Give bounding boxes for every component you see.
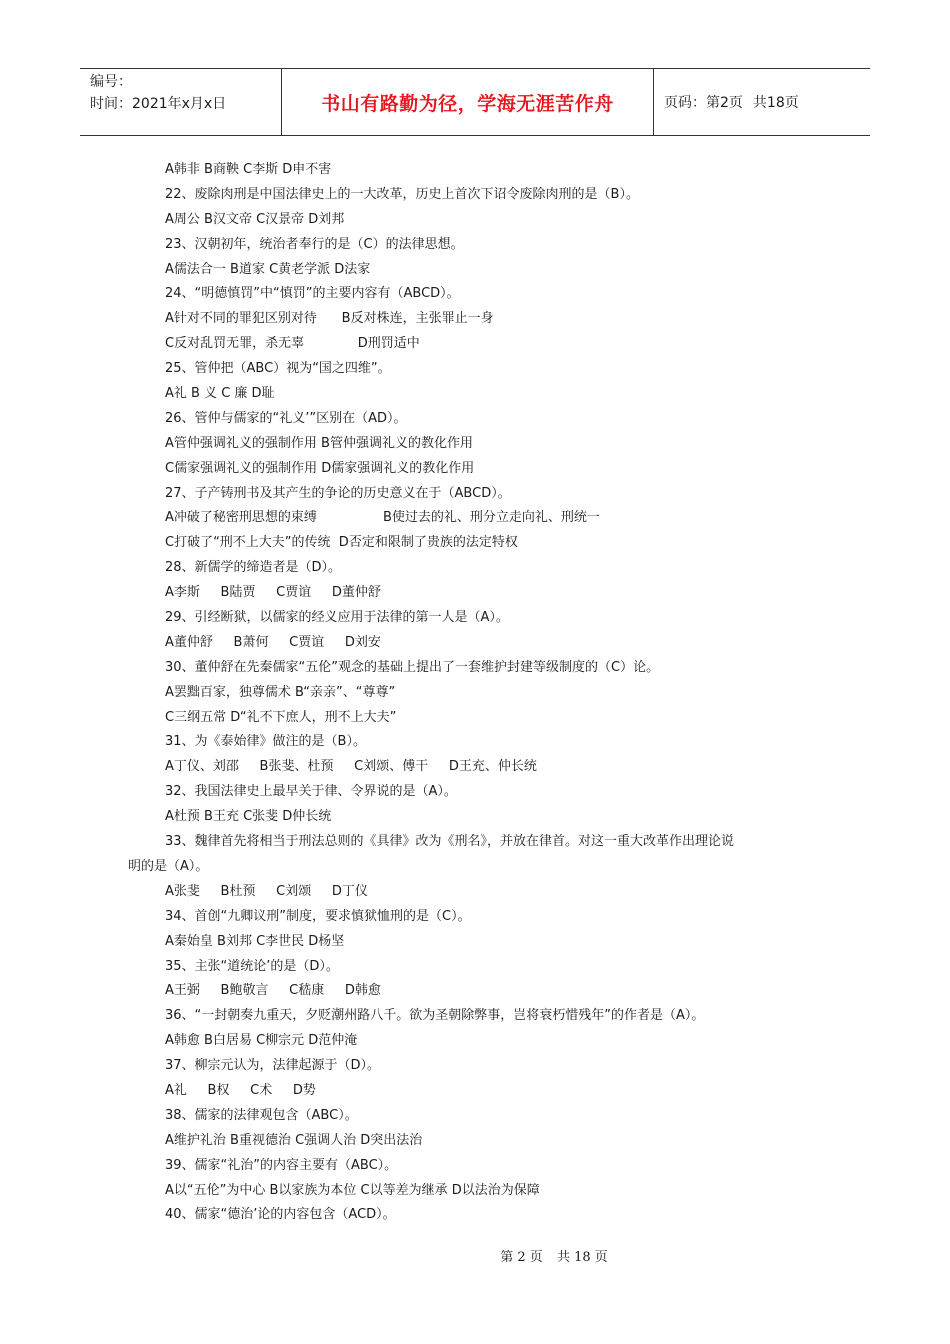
text-line: 29、引经断狱，以儒家的经义应用于法律的第一人是（A）。	[165, 610, 509, 626]
header-page-label: 页码：第2页	[664, 95, 743, 111]
text-line: 37、柳宗元认为，法律起源于（D）。	[165, 1058, 381, 1074]
text-line: 38、儒家的法律观包含（ABC）。	[165, 1107, 358, 1123]
footer-page-total: 共 18 页	[556, 1250, 608, 1265]
text-line: 26、管仲与儒家的“礼义’”区别在（AD）。	[165, 410, 407, 426]
text-line: 27、子产铸刑书及其产生的争论的历史意义在于（ABCD）。	[165, 485, 511, 501]
text-line: A王弼 B鲍敬言 C嵇康 D韩愈	[165, 983, 381, 999]
text-line: 23、汉朝初年，统治者奉行的是（C）的法律思想。	[165, 236, 464, 252]
header-motto-cell	[282, 69, 654, 135]
document-body	[128, 158, 818, 1228]
header-number-label: 编号：	[90, 74, 132, 90]
text-line: 22、废除肉刑是中国法律史上的一大改革，历史上首次下诏令废除肉刑的是（B）。	[165, 186, 639, 202]
text-line: A针对不同的罪犯区别对待 B反对株连，主张罪止一身	[165, 311, 494, 327]
text-line: 25、管仲把（ABC）视为“国之四维”。	[165, 361, 391, 377]
text-line: A韩非 B商鞅 C李斯 D申不害	[165, 162, 332, 177]
text-line: 39、儒家“礼治”的内容主要有（ABC）。	[165, 1157, 398, 1173]
page-footer	[0, 1246, 950, 1265]
text-line: 31、为《泰始律》做注的是（B）。	[165, 734, 366, 750]
text-line: A李斯 B陆贾 C贾谊 D董仲舒	[165, 585, 381, 601]
text-line: A礼 B权 C术 D势	[165, 1082, 316, 1098]
text-line: C三纲五常 D“礼不下庶人，刑不上大夫”	[165, 709, 397, 725]
text-line: A儒法合一 B道家 C黄老学派 D法家	[165, 261, 371, 277]
text-line: 33、魏律首先将相当于刑法总则的《具律》改为《刑名》，并放在律首。对这一重大改革作出理论说	[165, 834, 735, 850]
text-line: A维护礼治 B重视德治 C强调人治 D突出法治	[165, 1132, 423, 1148]
header-meta-cell	[80, 69, 282, 135]
text-line: A董仲舒 B萧何 C贾谊 D刘安	[165, 634, 381, 650]
header-motto: 书山有路勤为径，学海无涯苦作舟	[321, 92, 614, 115]
text-line: A礼 B 义 C 廉 D耻	[165, 386, 275, 402]
text-line: A秦始皇 B刘邦 C李世民 D杨坚	[165, 933, 345, 949]
text-line: A冲破了秘密刑思想的束缚 B使过去的礼、刑分立走向礼、刑统一	[165, 510, 600, 526]
text-line: A丁仪、刘邵 B张斐、杜预 C刘颂、傅干 D王充、仲长统	[165, 759, 537, 775]
text-line: 30、董仲舒在先秦儒家“五伦”观念的基础上提出了一套维护封建等级制度的（C）论。	[165, 659, 660, 675]
text-line: 32、我国法律史上最早关于律、令界说的是（A）。	[165, 784, 457, 800]
header-total-label: 共18页	[752, 95, 799, 111]
text-line: 28、新儒学的缔造者是（D）。	[165, 560, 342, 576]
text-line: 35、主张“道统论’的是（D）。	[165, 958, 339, 974]
text-line: A罢黜百家，独尊儒术 B“亲亲”、“尊尊”	[165, 684, 396, 700]
text-line: A杜预 B王充 C张斐 D仲长统	[165, 809, 332, 825]
text-line: A张斐 B杜预 C刘颂 D丁仪	[165, 883, 368, 899]
text-line: 36、“一封朝奏九重天，夕贬潮州路八千。欲为圣朝除弊事，岂将衰朽惜残年”的作者是（A）。	[165, 1008, 705, 1024]
header-time-label: 时间：2021年x月x日	[90, 96, 227, 112]
header-page-cell	[654, 69, 870, 135]
text-line: C反对乱罚无罪，杀无辜 D刑罚适中	[165, 336, 420, 352]
text-line: C打破了“刑不上大夫”的传统 D否定和限制了贵族的法定特权	[165, 535, 518, 551]
text-line: 34、首创“九卿议刑”制度，要求慎狱恤刑的是（C）。	[165, 908, 471, 924]
text-line: C儒家强调礼义的强制作用 D儒家强调礼义的教化作用	[165, 460, 475, 476]
text-line: 24、“明德慎罚”中“慎罚”的主要内容有（ABCD）。	[165, 286, 460, 302]
text-line: A管仲强调礼义的强制作用 B管仲强调礼义的教化作用	[165, 435, 473, 451]
text-line: 明的是（A）。	[128, 858, 209, 874]
text-line: A周公 B汉文帝 C汉景帝 D刘邦	[165, 211, 345, 227]
text-line: A以“五伦”为中心 B以家族为本位 C以等差为继承 D以法治为保障	[165, 1182, 540, 1198]
text-line: A韩愈 B白居易 C柳宗元 D范仲淹	[165, 1033, 358, 1049]
footer-page-number: 第 2 页	[500, 1250, 543, 1265]
page-header	[80, 68, 870, 136]
text-line: 40、儒家“德治’论的内容包含（ACD）。	[165, 1207, 396, 1223]
